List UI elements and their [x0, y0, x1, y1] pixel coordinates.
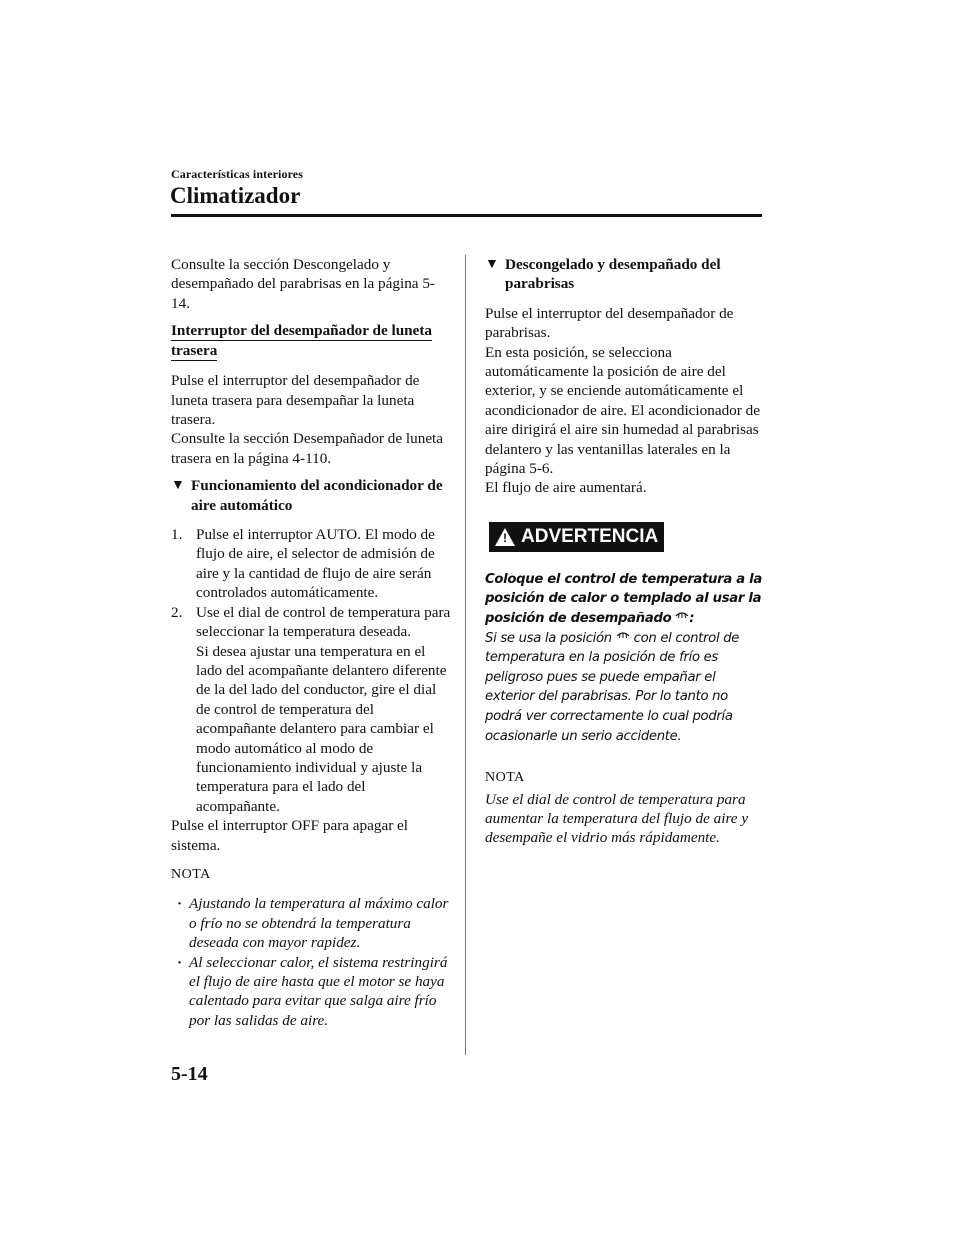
- bullet-icon: ·: [177, 953, 183, 971]
- step-text: Use el dial de control de temperatura para seleccionar la temperatura deseada.: [196, 603, 451, 641]
- left-column: [171, 255, 453, 1030]
- defrost-paragraph-2: En esta posición, se selecciona automáticamente la posición de aire del exterior, y se enciende automáticamente el acondicionador de aire. El acondicionador de aire dirigirá el aire sin humedad al parabrisas delantero y las ventanillas laterales en la página 5-6.: [485, 343, 760, 478]
- warning-label: ADVERTENCIA: [521, 526, 659, 548]
- step-body: [196, 603, 453, 816]
- warning-text-b: con el control de temperatura en la posición de frío es peligroso pues se puede empañar el exterior del parabrisas. Por lo tanto no podrá ver correctamente lo cual podría ocasionarle un serio accidente.: [485, 630, 740, 744]
- step-number: 2.: [171, 603, 183, 621]
- note-text: Ajustando la temperatura al máximo calor o frío no se obtendrá la temperatura deseada con mayor rapidez.: [189, 895, 449, 952]
- warning-text-block: [485, 570, 765, 746]
- note-item: [171, 953, 453, 1031]
- warning-text-a: Si se usa la posición: [485, 630, 612, 646]
- defrost-paragraph-1: Pulse el interruptor del desempañador de parabrisas.: [485, 304, 734, 342]
- header-divider: [171, 214, 762, 217]
- warning-colon: :: [689, 611, 695, 627]
- off-paragraph: Pulse el interruptor OFF para apagar el sistema.: [171, 817, 409, 854]
- warning-icon: !: [495, 528, 515, 546]
- rear-defroster-heading-wrap: [171, 321, 453, 361]
- rear-defroster-heading: Interruptor del desempañador de luneta trasera: [171, 322, 433, 360]
- warning-badge: [489, 522, 664, 552]
- auto-ac-heading-text: Funcionamiento del acondicionador de aire automático: [191, 477, 443, 514]
- page-title: Climatizador: [170, 183, 301, 208]
- steps-list: [171, 525, 453, 816]
- list-item: [171, 525, 453, 603]
- note-item: [171, 894, 453, 952]
- list-item: [171, 603, 453, 816]
- defrost-icon: [616, 629, 630, 640]
- section-label: Características interiores: [171, 167, 303, 181]
- column-divider: [465, 255, 466, 1055]
- step-number: 1.: [171, 526, 183, 544]
- triangle-down-icon: ▼: [171, 478, 185, 494]
- rear-defroster-paragraph-2: Consulte la sección Desempañador de luneta trasera en la página 4-110.: [171, 430, 444, 467]
- auto-ac-heading: [171, 476, 453, 515]
- step-extra-text: Si desea ajustar una temperatura en el lado del acompañante delantero diferente de la del lado del conductor, gire el dial de control de temperatura del acompañante delantero para cambiar el modo automático al modo de funcionamiento individual y ajuste la temperatura para el lado del acompañante.: [196, 642, 447, 815]
- bullet-icon: ·: [177, 895, 183, 913]
- intro-paragraph: Consulte la sección Descongelado y desempañado del parabrisas en la página 5-14.: [171, 256, 435, 312]
- right-column: [485, 255, 765, 848]
- defrost-heading: [485, 255, 765, 294]
- triangle-down-icon: ▼: [485, 257, 499, 272]
- page-number: 5-14: [171, 1063, 208, 1085]
- defrost-paragraph-3: El flujo de aire aumentará.: [485, 479, 647, 497]
- note-text: Use el dial de control de temperatura para aumentar la temperatura del flujo de aire y desempañe el vidrio más rápidamente.: [485, 790, 749, 847]
- note-label: NOTA: [485, 770, 525, 786]
- defrost-heading-text: Descongelado y desempañado del parabrisas: [505, 256, 721, 293]
- note-text: Al seleccionar calor, el sistema restringirá el flujo de aire hasta que el motor se haya calentado para evitar que salga aire frío por las salidas de aire.: [189, 953, 448, 1029]
- rear-defroster-paragraph-1: Pulse el interruptor del desempañador de luneta trasera para desempañar la luneta trasera.: [171, 372, 420, 429]
- warning-bold-text: Coloque el control de temperatura a la posición de calor o templado al usar la posición de desempañado: [485, 571, 762, 627]
- note-label: NOTA: [171, 866, 211, 882]
- step-text: Pulse el interruptor AUTO. El modo de flujo de aire, el selector de admisión de aire y la cantidad de flujo de aire serán controlados automáticamente.: [196, 526, 435, 602]
- defrost-icon: [675, 609, 689, 620]
